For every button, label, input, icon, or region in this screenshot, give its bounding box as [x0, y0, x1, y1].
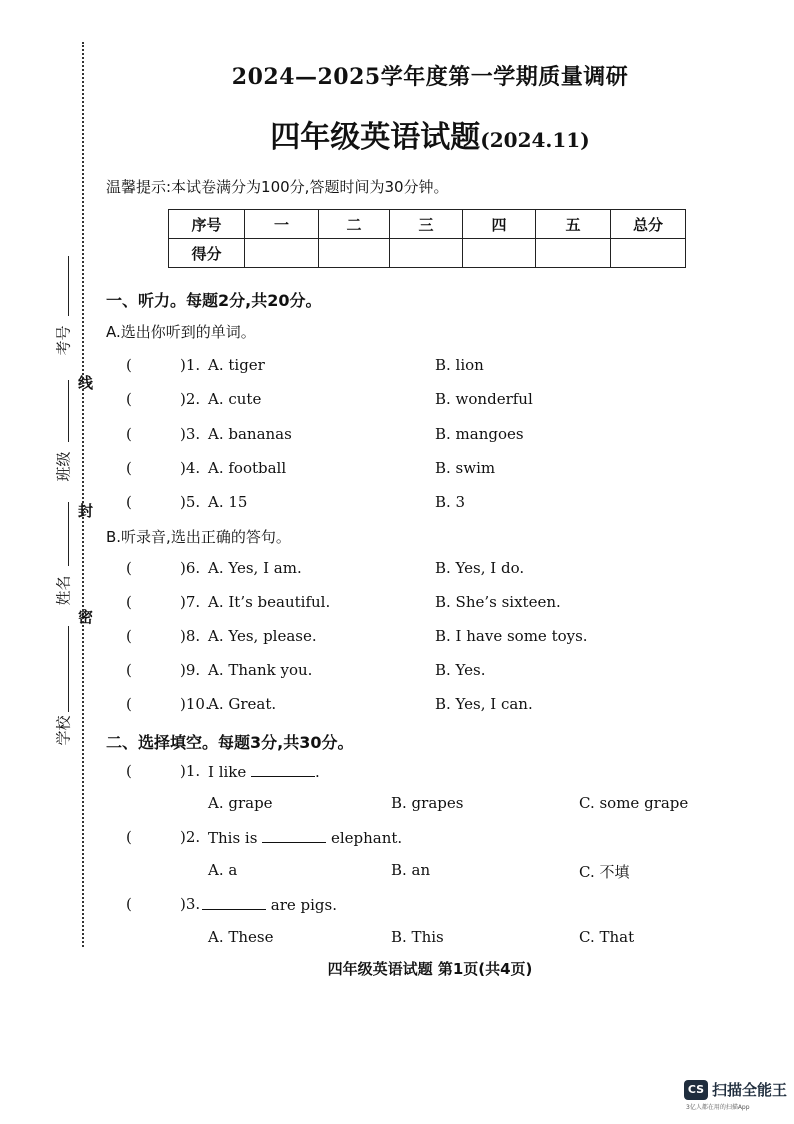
binding-dotted-line — [82, 42, 84, 947]
answer-paren-open[interactable]: ( — [126, 661, 132, 679]
mark-seal: 封 — [78, 502, 94, 520]
answer-paren-open[interactable]: ( — [126, 459, 132, 477]
score-header-cell: 一 — [245, 210, 319, 239]
option-a: A. Yes, please. — [208, 627, 317, 645]
score-cell[interactable] — [536, 239, 611, 268]
stem-pre: This is — [208, 829, 263, 847]
page-footer: 四年级英语试题 第1页(共4页) — [327, 960, 533, 978]
option-b: B. She’s sixteen. — [435, 593, 561, 611]
answer-blank[interactable] — [251, 762, 315, 777]
answer-paren-open[interactable]: ( — [126, 425, 132, 443]
answer-blank[interactable] — [262, 828, 326, 843]
score-cell[interactable] — [611, 239, 686, 268]
question-row — [126, 493, 766, 515]
name-label: 姓名 — [54, 575, 73, 606]
question-row — [126, 828, 766, 850]
question-row — [126, 895, 766, 917]
camscanner-logo-icon: CS — [684, 1080, 708, 1100]
answer-paren-open[interactable]: ( — [126, 895, 132, 913]
option-b: B. swim — [435, 459, 496, 477]
options-row — [126, 794, 766, 816]
option-b: B. Yes. — [435, 661, 486, 679]
option-b: B. 3 — [435, 493, 466, 511]
stem-post: . — [315, 763, 320, 781]
option-b: B. lion — [435, 356, 484, 374]
option-a: A. Yes, I am. — [208, 559, 302, 577]
question-row — [126, 627, 766, 649]
score-header-cell: 总分 — [611, 210, 686, 239]
stem-pre: I like — [208, 763, 252, 781]
question-number: )1. — [180, 356, 201, 374]
answer-paren-open[interactable]: ( — [126, 593, 132, 611]
answer-paren-open[interactable]: ( — [126, 828, 132, 846]
question-number: )3. — [180, 895, 201, 913]
question-number: )2. — [180, 828, 201, 846]
score-table-header-row — [169, 210, 686, 239]
score-header-cell: 序号 — [169, 210, 245, 239]
score-cell[interactable] — [390, 239, 463, 268]
option-b: B. This — [391, 928, 444, 946]
option-b: B. grapes — [391, 794, 464, 812]
question-row — [126, 390, 766, 412]
score-row-label: 得分 — [169, 239, 245, 268]
score-header-cell: 三 — [390, 210, 463, 239]
name-underline — [68, 502, 69, 566]
option-a: A. Great. — [208, 695, 277, 713]
option-b: B. Yes, I do. — [435, 559, 525, 577]
option-a: A. 15 — [208, 493, 248, 511]
score-cell[interactable] — [319, 239, 390, 268]
answer-paren-open[interactable]: ( — [126, 390, 132, 408]
score-table — [168, 209, 686, 268]
section2-title: 二、选择填空。每题3分,共30分。 — [106, 733, 354, 752]
score-header-cell: 四 — [463, 210, 536, 239]
school-underline — [68, 626, 69, 712]
option-c: C. 不填 — [579, 863, 630, 881]
question-stem — [202, 895, 337, 914]
option-a: A. tiger — [208, 356, 265, 374]
exam-main-title — [0, 112, 794, 156]
question-row — [126, 459, 766, 481]
answer-paren-open[interactable]: ( — [126, 493, 132, 511]
question-number: )8. — [180, 627, 201, 645]
score-table-score-row — [169, 239, 686, 268]
option-a: A. football — [208, 459, 287, 477]
class-underline — [68, 380, 69, 442]
mark-line: 线 — [78, 374, 94, 392]
exam-title-text: 四年级英语试题 — [270, 120, 481, 155]
question-row — [126, 425, 766, 447]
question-row — [126, 661, 766, 683]
option-b: B. mangoes — [435, 425, 524, 443]
exam-no-label: 考号 — [54, 325, 73, 356]
option-a: A. These — [208, 928, 274, 946]
option-b: B. wonderful — [435, 390, 533, 408]
question-number: )1. — [180, 762, 201, 780]
question-number: )7. — [180, 593, 201, 611]
stem-post: are pigs. — [266, 896, 337, 914]
option-b: B. an — [391, 861, 431, 879]
score-cell[interactable] — [245, 239, 319, 268]
score-header-cell: 二 — [319, 210, 390, 239]
section1-title: 一、听力。每题2分,共20分。 — [106, 291, 322, 310]
answer-paren-open[interactable]: ( — [126, 762, 132, 780]
option-c: C. That — [579, 928, 635, 946]
answer-paren-open[interactable]: ( — [126, 559, 132, 577]
section1-partB-title: B.听录音,选出正确的答句。 — [106, 528, 291, 546]
options-row — [126, 928, 766, 950]
question-number: )3. — [180, 425, 201, 443]
question-number: )4. — [180, 459, 201, 477]
exam-no-underline — [68, 256, 69, 316]
camscanner-tagline: 3亿人都在用的扫描App — [686, 1104, 750, 1111]
exam-year-title: 2024—2025学年度第一学期质量调研 — [231, 64, 629, 90]
options-row — [126, 861, 766, 883]
mark-secret: 密 — [78, 608, 94, 626]
question-number: )2. — [180, 390, 201, 408]
option-a: A. It’s beautiful. — [208, 593, 331, 611]
question-number: )6. — [180, 559, 201, 577]
option-a: A. cute — [208, 390, 262, 408]
question-row — [126, 559, 766, 581]
question-number: )9. — [180, 661, 201, 679]
answer-paren-open[interactable]: ( — [126, 695, 132, 713]
section1-partA-title: A.选出你听到的单词。 — [106, 323, 256, 341]
option-a: A. grape — [208, 794, 273, 812]
option-a: A. Thank you. — [208, 661, 313, 679]
score-cell[interactable] — [463, 239, 536, 268]
question-stem — [208, 828, 402, 847]
school-label: 学校 — [54, 715, 73, 746]
question-row — [126, 695, 766, 717]
question-number: )10. — [180, 695, 210, 713]
stem-post: elephant. — [326, 829, 403, 847]
option-a: A. a — [208, 861, 238, 879]
answer-paren-open[interactable]: ( — [126, 627, 132, 645]
question-row — [126, 356, 766, 378]
option-a: A. bananas — [208, 425, 292, 443]
option-b: B. Yes, I can. — [435, 695, 533, 713]
exam-tip: 温馨提示:本试卷满分为100分,答题时间为30分钟。 — [106, 178, 449, 196]
exam-date: (2024.11) — [480, 128, 590, 152]
question-row — [126, 762, 766, 784]
question-stem — [208, 762, 320, 781]
question-row — [126, 593, 766, 615]
answer-blank[interactable] — [202, 895, 266, 910]
score-header-cell: 五 — [536, 210, 611, 239]
option-b: B. I have some toys. — [435, 627, 588, 645]
question-number: )5. — [180, 493, 201, 511]
option-c: C. some grape — [579, 794, 689, 812]
class-label: 班级 — [54, 451, 73, 482]
answer-paren-open[interactable]: ( — [126, 356, 132, 374]
camscanner-name: 扫描全能王 — [712, 1081, 788, 1099]
